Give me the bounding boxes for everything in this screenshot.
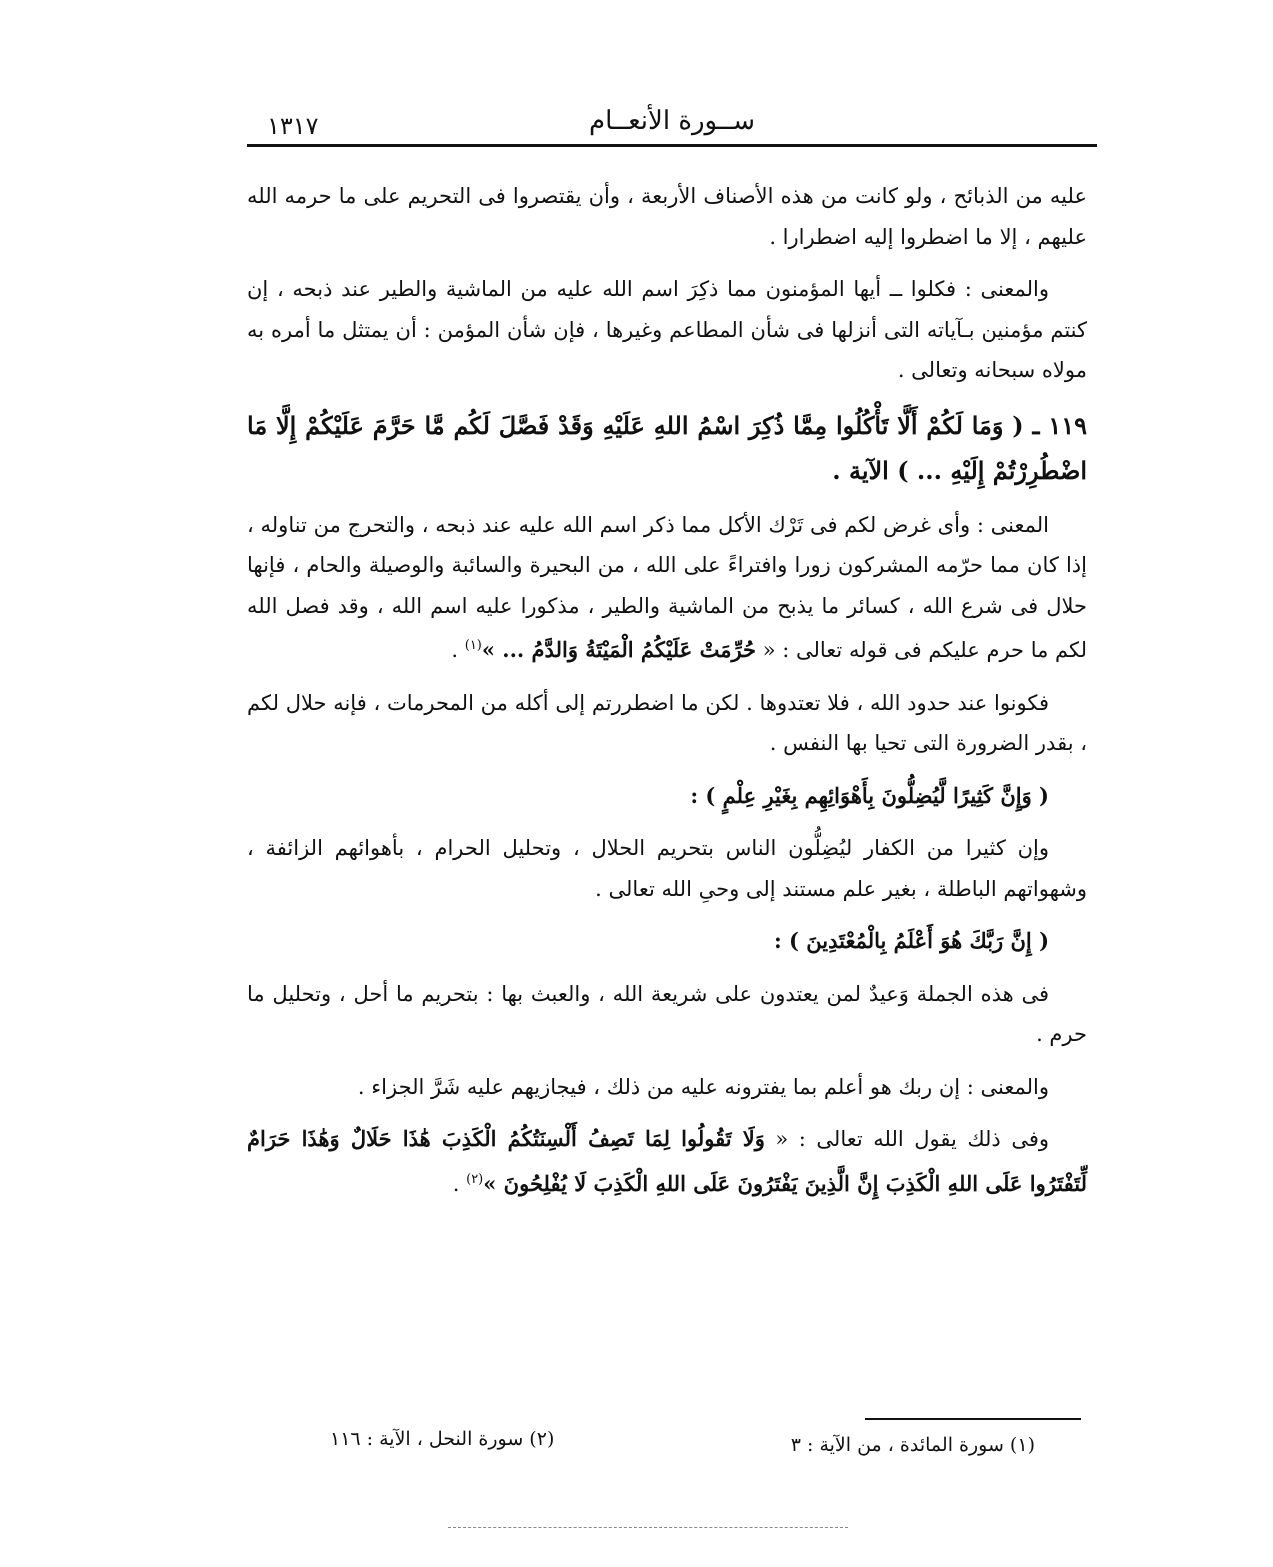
paragraph-2: والمعنى : فكلوا ــ أيها المؤمنون مما ذكِرَ اسم الله عليه من الماشية والطير عند ذبحه ، إن كنتم مؤمنين بـآياته التى أنزلها فى شأن المطاعم وغيرها ، فإن شأن المؤمن : أن يمتثل ما أمره به مولاه سبحانه وتعالى . — [247, 277, 1087, 382]
verse-119: ١١٩ ـ ( وَمَا لَكُمْ أَلَّا تَأْكُلُوا مِمَّا ذُكِرَ اسْمُ اللهِ عَلَيْهِ وَقَدْ فَصَّلَ لَكُم مَّا حَرَّمَ عَلَيْكُمْ إِلَّا مَا اضْطُرِرْتُمْ إِلَيْهِ ... ) الآية . — [247, 410, 1087, 485]
footnote-ref-2: (٢) — [466, 1171, 484, 1187]
footnote-1: (١) سورة المائدة ، من الآية : ٣ — [790, 1434, 1035, 1456]
quran-quote-1: حُرِّمَتْ عَلَيْكُمُ الْمَيْتَةُ وَالدَّمُ ... » — [481, 637, 757, 662]
paragraph-7: والمعنى : إن ربك هو أعلم بما يفترونه عليه من ذلك ، فيجازيهم عليه شَرَّ الجزاء . — [357, 1074, 1049, 1099]
bottom-dashed-rule — [448, 1527, 848, 1528]
paragraph-8 — [247, 1119, 1087, 1204]
verse-segment-b: ( إِنَّ رَبَّكَ هُوَ أَعْلَمُ بِالْمُعْتَدِينَ ) : — [773, 928, 1049, 953]
page-header — [247, 100, 1097, 146]
paragraph-8-end: . — [452, 1171, 467, 1196]
page-body — [247, 176, 1087, 1216]
paragraph-3-end: . — [451, 638, 465, 662]
paragraph-8-text: وفى ذلك يقول الله تعالى : « — [775, 1127, 1049, 1151]
paragraph-3-text: المعنى : وأى غرض لكم فى تَرْك الأكل مما ذكر اسم الله عليه عند ذبحه ، والتحرج من تناوله ، إذا كان مما حرّمه المشركون زورا وافتراءً على الله ، من البحيرة والسائبة والوصيلة والحام ، فإنها حلال فى شرع الله ، كسائر ما يذبح من الماشية والطير ، مذكورا عليه اسم الله ، وقد فصل الله لكم ما حرم عليكم فى قوله تعالى : « — [247, 512, 1087, 662]
paragraph-3 — [247, 505, 1087, 671]
page-number: ١٣١٧ — [267, 112, 319, 140]
verse-segment-a: ( وَإِنَّ كَثِيرًا لَّيُضِلُّونَ بِأَهْوَائِهِم بِغَيْرِ عِلْمٍ ) : — [690, 782, 1049, 808]
paragraph-5: وإن كثيرا من الكفار ليُضِلُّون الناس بتحريم الحلال ، وتحليل الحرام ، بأهوائهم الزائفة ، وشهواتهم الباطلة ، بغير علم مستند إلى وحىِ الله تعالى . — [247, 836, 1087, 901]
paragraph-1: عليه من الذبائح ، ولو كانت من هذه الأصناف الأربعة ، وأن يقتصروا فى التحريم على ما حرمه الله عليهم ، إلا ما اضطروا إليه اضطرارا . — [247, 184, 1087, 249]
footnote-2: (٢) سورة النحل ، الآية : ١١٦ — [330, 1428, 555, 1450]
footnote-rule — [865, 1418, 1081, 1420]
header-rule — [247, 144, 1097, 147]
paragraph-6: فى هذه الجملة وَعيدٌ لمن يعتدون على شريعة الله ، والعبث بها : بتحريم ما أحل ، وتحليل ما حرم . — [247, 981, 1087, 1046]
paragraph-4: فكونوا عند حدود الله ، فلا تعتدوها . لكن ما اضطررتم إلى أكله من المحرمات ، فإنه حلال لكم ، بقدر الضرورة التى تحيا بها النفس . — [247, 690, 1087, 755]
surah-title: ســورة الأنعــام — [589, 106, 755, 136]
quran-quote-2: وَلَا تَقُولُوا لِمَا تَصِفُ أَلْسِنَتُكُمُ الْكَذِبَ هَٰذَا حَلَالٌ وَهَٰذَا حَرَامٌ لِّتَفْتَرُوا عَلَى اللهِ الْكَذِبَ إِنَّ الَّذِينَ يَفْتَرُونَ عَلَى اللهِ الْكَذِبَ لَا يُفْلِحُونَ » — [247, 1126, 1087, 1196]
footnotes — [330, 1428, 1035, 1468]
footnote-ref-1: (١) — [464, 638, 482, 653]
